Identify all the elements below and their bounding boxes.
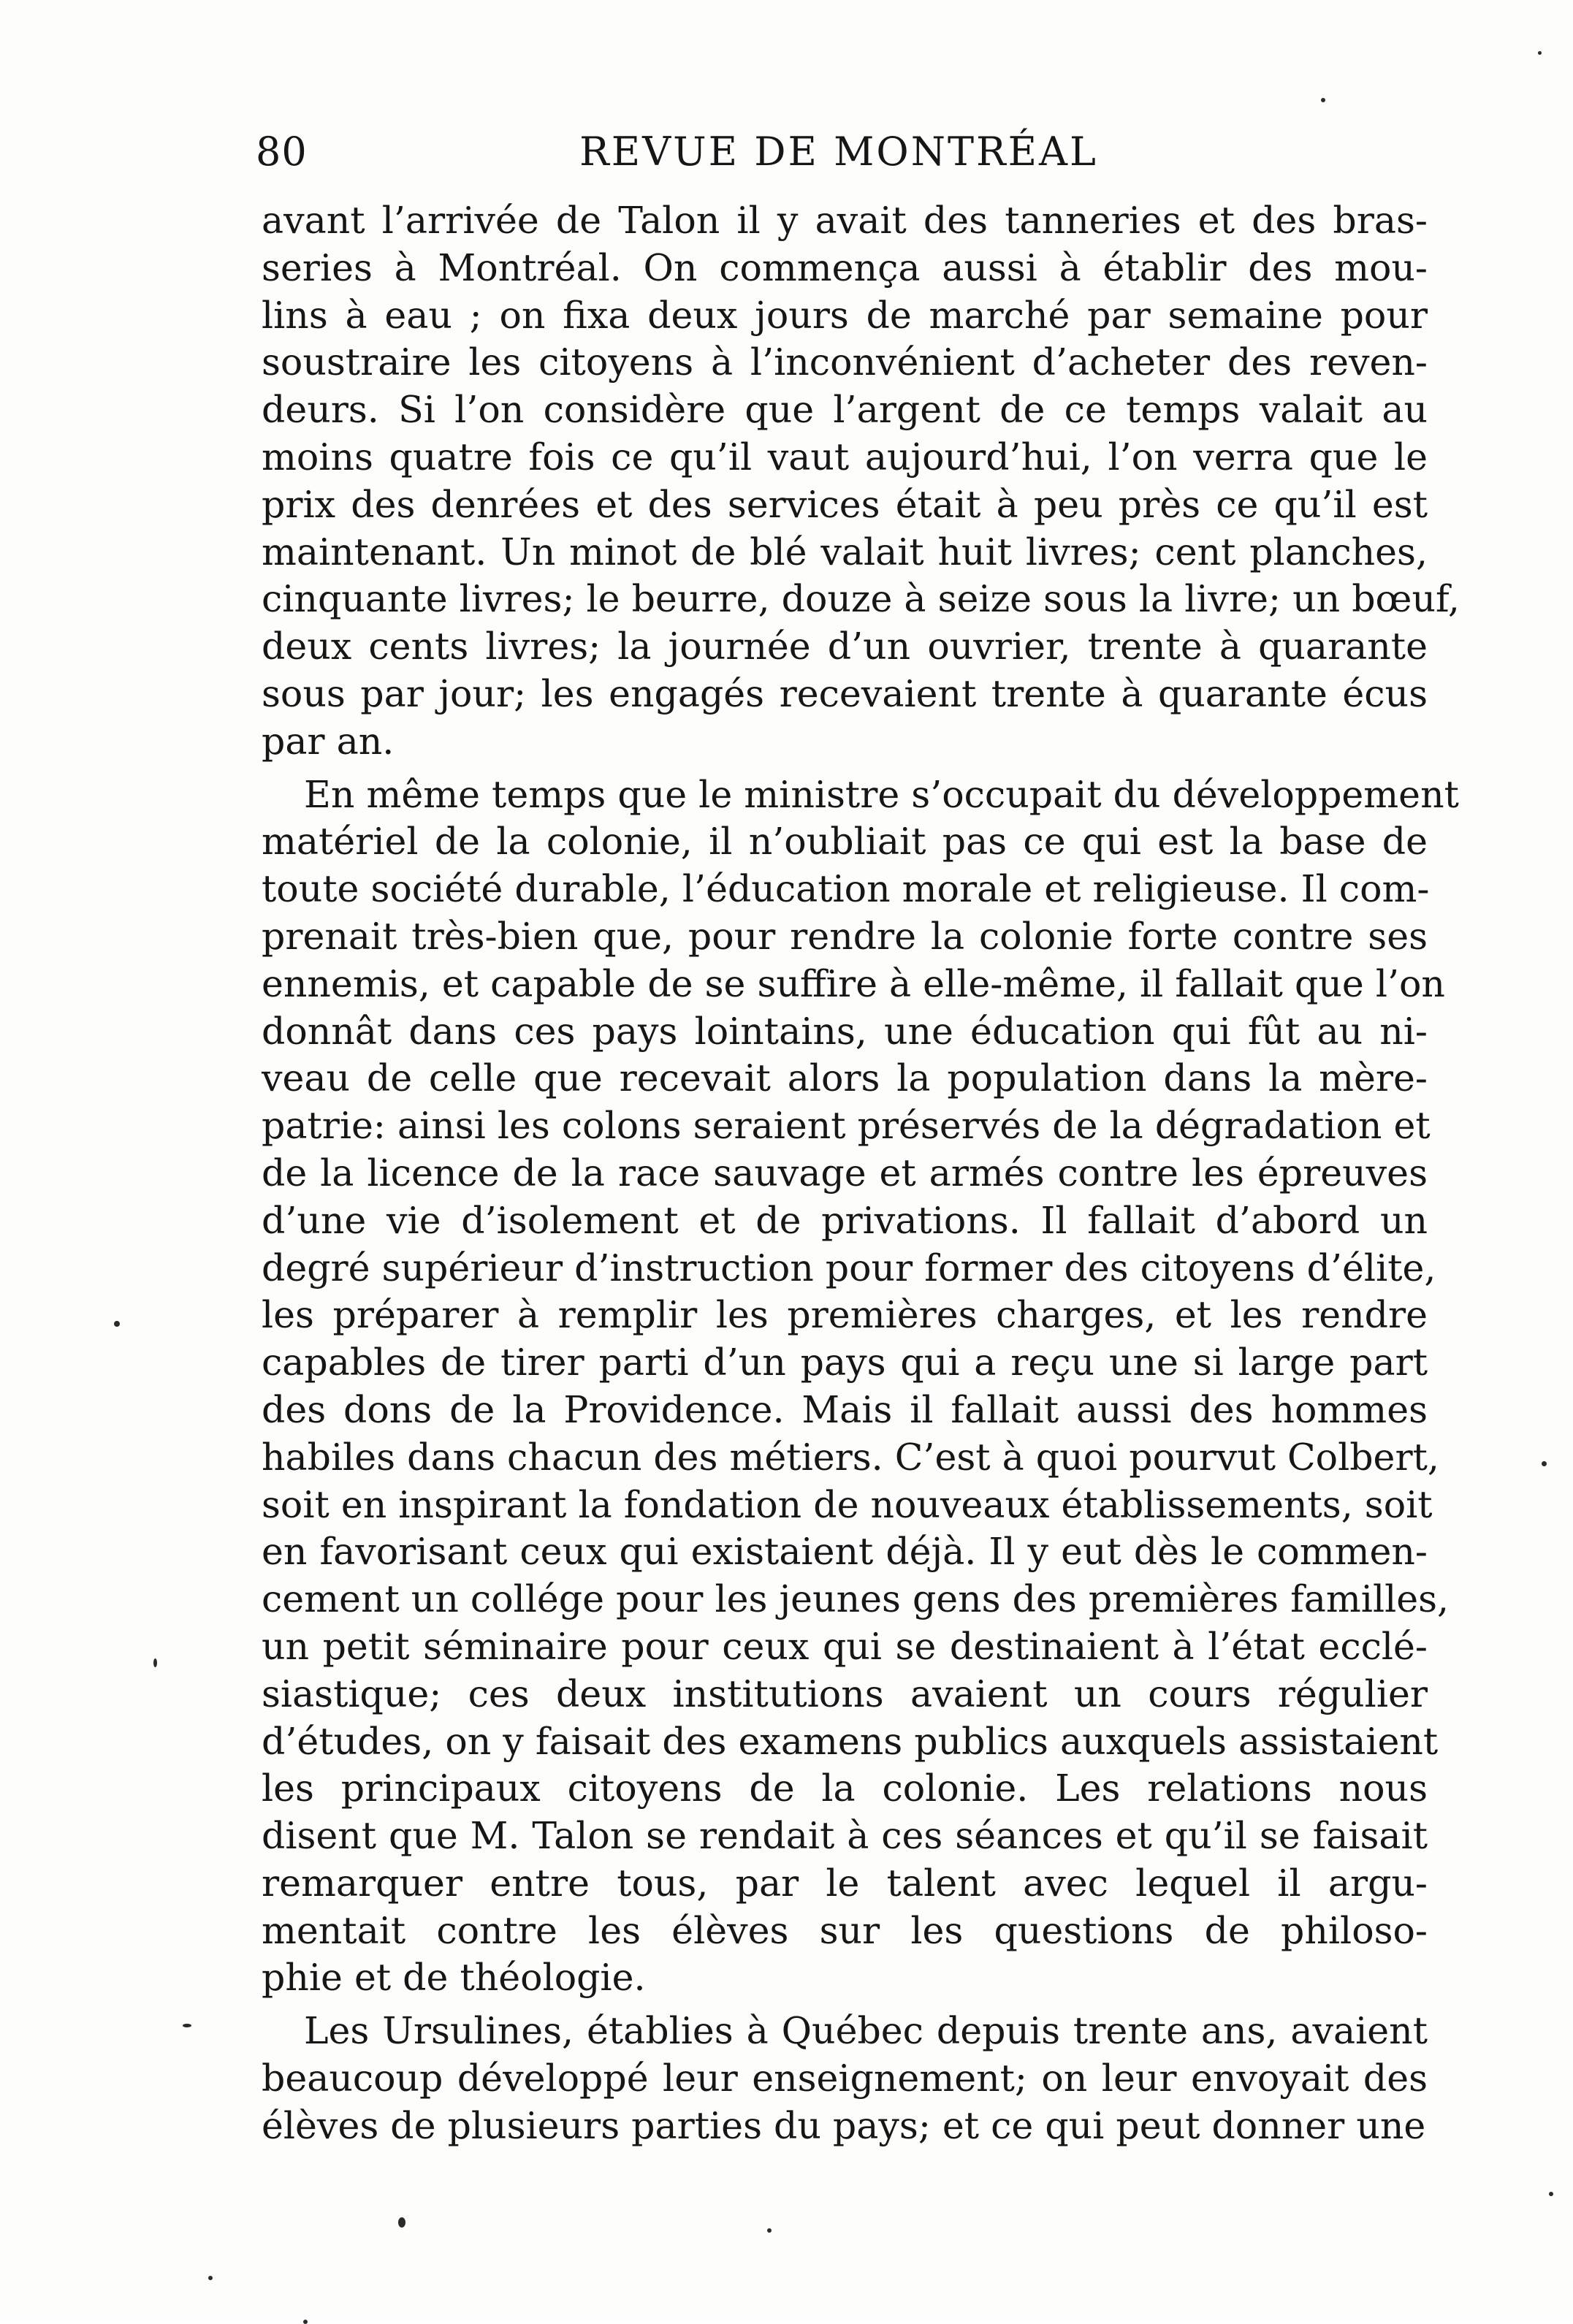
text-line: degré supérieur d’instruction pour former des citoyens d’élite,: [262, 1246, 1436, 1289]
text-line: sous par jour; les engagés recevaient trente à quarante écus: [262, 671, 1428, 715]
text-line: soustraire les citoyens à l’inconvénient d’acheter des reven-: [262, 340, 1428, 384]
paragraph-gap: [262, 766, 1428, 772]
print-speck: [1549, 2192, 1553, 2196]
text-line: En même temps que le ministre s’occupait du développement: [304, 772, 1459, 816]
text-line: en favorisant ceux qui existaient déjà. Il y eut dès le commen-: [262, 1530, 1428, 1574]
text-line: patrie: ainsi les colons seraient préservés de la dégradation et: [262, 1104, 1431, 1148]
text-line: series à Montréal. On commença aussi à établir des mou-: [262, 245, 1428, 289]
text-line: maintenant. Un minot de blé valait huit livres; cent planches,: [262, 530, 1428, 574]
text-line: remarquer entre tous, par le talent avec lequel il argu-: [262, 1861, 1428, 1905]
print-speck: [114, 1321, 120, 1327]
text-line: d’une vie d’isolement et de privations. Il fallait d’abord un: [262, 1198, 1428, 1242]
text-line: donnât dans ces pays lointains, une éducation qui fût au ni-: [262, 1009, 1428, 1053]
print-speck: [153, 1658, 157, 1667]
text-line: élèves de plusieurs parties du pays; et ce qui peut donner une: [262, 2103, 1426, 2147]
body-text: [262, 197, 1460, 2150]
print-speck: [398, 2217, 405, 2228]
text-line: les préparer à remplir les premières charges, et les rendre: [262, 1293, 1428, 1337]
text-line: des dons de la Providence. Mais il fallait aussi des hommes: [262, 1387, 1428, 1431]
text-line: veau de celle que recevait alors la population dans la mère-: [262, 1056, 1428, 1100]
journal-title: REVUE DE MONTRÉAL: [579, 129, 1098, 175]
text-line: habiles dans chacun des métiers. C’est à quoi pourvut Colbert,: [262, 1435, 1439, 1479]
text-line: cinquante livres; le beurre, douze à seize sous la livre; un bœuf,: [262, 577, 1460, 621]
text-line: Les Ursulines, établies à Québec depuis trente ans, avaient: [304, 2009, 1428, 2053]
paragraph: [262, 772, 1459, 2003]
text-line: matériel de la colonie, il n’oubliait pas ce qui est la base de: [262, 820, 1428, 864]
text-line: mentait contre les élèves sur les questions de philoso-: [262, 1908, 1428, 1952]
text-line: phie et de théologie.: [262, 1956, 646, 2000]
print-speck: [303, 2320, 308, 2324]
paragraph-gap: [262, 2002, 1428, 2008]
text-line: les principaux citoyens de la colonie. Les relations nous: [262, 1767, 1428, 1810]
text-line: siastique; ces deux institutions avaient un cours régulier: [262, 1672, 1428, 1715]
text-line: un petit séminaire pour ceux qui se destinaient à l’état ecclé-: [262, 1624, 1428, 1668]
print-speck: [208, 2276, 213, 2280]
print-speck: [1538, 51, 1542, 55]
text-line: deux cents livres; la journée d’un ouvrier, trente à quarante: [262, 625, 1428, 668]
paragraph: [262, 2008, 1428, 2149]
text-line: disent que M. Talon se rendait à ces séances et qu’il se faisait: [262, 1814, 1428, 1858]
text-line: d’études, on y faisait des examens publics auxquels assistaient: [262, 1719, 1439, 1763]
text-line: de la licence de la race sauvage et armés contre les épreuves: [262, 1151, 1428, 1195]
text-line: beaucoup développé leur enseignement; on leur envoyait des: [262, 2057, 1428, 2100]
running-head: [256, 123, 1422, 181]
text-line: lins à eau ; on fixa deux jours de marché par semaine pour: [262, 293, 1428, 337]
text-line: deurs. Si l’on considère que l’argent de ce temps valait au: [262, 388, 1428, 432]
text-line: ennemis, et capable de se suffire à elle-même, il fallait que l’on: [262, 961, 1445, 1005]
text-line: prix des denrées et des services était à peu près ce qu’il est: [262, 482, 1428, 526]
print-speck: [183, 2024, 191, 2027]
text-line: par an.: [262, 719, 395, 763]
print-speck: [1542, 1461, 1547, 1466]
print-speck: [1321, 98, 1325, 102]
text-line: moins quatre fois ce qu’il vaut aujourd’hui, l’on verra que le: [262, 435, 1428, 479]
page-number: 80: [256, 129, 308, 175]
text-line: capables de tirer parti d’un pays qui a reçu une si large part: [262, 1341, 1428, 1384]
text-line: avant l’arrivée de Talon il y avait des tanneries et des bras-: [262, 199, 1428, 242]
text-line: toute société durable, l’éducation morale et religieuse. Il com-: [262, 867, 1430, 911]
print-speck: [767, 2228, 772, 2233]
paragraph: [262, 197, 1460, 766]
text-line: prenait très-bien que, pour rendre la colonie forte contre ses: [262, 914, 1428, 958]
text-line: cement un collége pour les jeunes gens des premières familles,: [262, 1577, 1450, 1621]
text-line: soit en inspirant la fondation de nouveaux établissements, soit: [262, 1482, 1433, 1526]
